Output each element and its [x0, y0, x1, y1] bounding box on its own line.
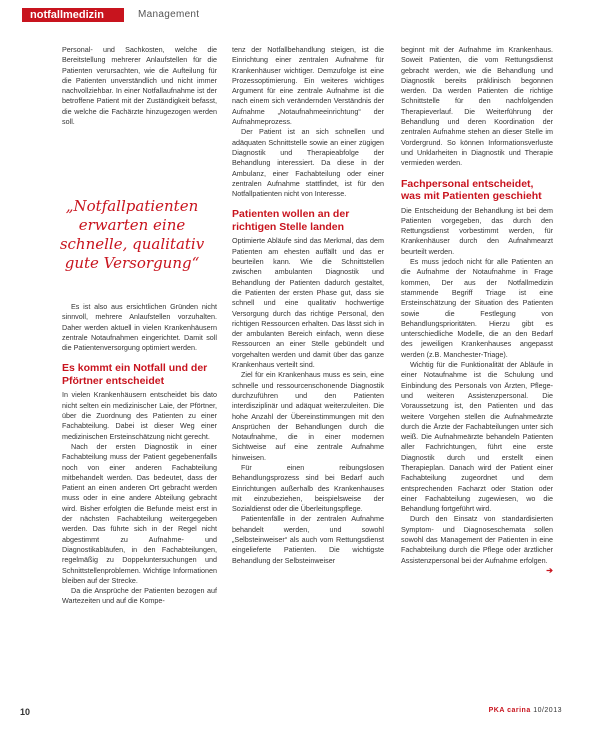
paragraph: In vielen Krankenhäusern entscheidet bis dato nicht selten ein medizinischer Laie, der Pförtner, über die Zuordnung des Patienten zu einer Fachabteilung. Dabei ist dieser Weg einer medizinischen Ersteinschätzung nicht gerecht. [62, 390, 217, 441]
column-3 [401, 45, 553, 576]
paragraph-text: Durch den Einsatz von standardisierten Symptom- und Diagnoseschemata sollen sowohl das Management der Patienten in eine Fachabteilung durch die Pflege oder ärztlicher Assistenzpersonal bei der Aufnahme erfolgen. [401, 514, 553, 565]
subheading: Fachpersonal entscheidet, was mit Patienten geschieht [401, 177, 542, 203]
subheading: Es kommt ein Notfall und der Pförtner entscheidet [62, 362, 208, 387]
paragraph: Es ist also aus ersichtlichen Gründen nicht sinnvoll, mehrere Anlaufstellen vorzuhalten. Daher werden aktuell in vielen Krankenhäusern zentrale Notaufnahmen eingerichtet. Damit soll die Patientenversorgung optimiert werden. [62, 302, 217, 353]
magazine-brand: PKA carina [488, 707, 531, 714]
paragraph: Die Entscheidung der Behandlung ist bei dem Patienten vorgegeben, das durch den Rettungsdienst vorbestimmt werden, für Krankenhäuser durch den Aufnahmearzt beurteilt werden. [401, 205, 553, 256]
paragraph: Der Patient ist an sich schnellen und adäquaten Schnittstelle sowie an einer zügigen Diagnostik und Therapieabfolge der Behandlung interessiert. Da diese in der Ambulanz, einer Fachabteilung oder einer zentralen Aufnahme stattfindet, ist für den Notfallpatienten nicht von Interesse. [232, 127, 384, 199]
column-1-bottom [62, 302, 217, 607]
paragraph: Da die Ansprüche der Patienten bezogen auf Wartezeiten und auf die Kompe- [62, 586, 217, 606]
column-1-top [62, 45, 217, 127]
paragraph: Es muss jedoch nicht für alle Patienten an die Aufnahme der Notaufnahme in Frage kommen, Der aus der Notfallmedizin stammende Begriff Triage ist eine Ersteinschätzung der Situation des Patienten sowie die Festlegung von Behandlungsprioritäten. Hierzu gibt es unterschiedliche Modelle, die an den Bedarf des jeweiligen Krankenhauses angepasst werden (z.B. Manchester-Triage). [401, 257, 553, 359]
paragraph: tenz der Notfallbehandlung steigen, ist die Einrichtung einer zentralen Aufnahme für Krankenhäuser wichtiger. Demzufolge ist eine Prozessoptimierung. Ein weiteres wichtiges Argument für eine zentrale Aufnahme ist die nach einem sich verändernden Verständnis der Aufnahme „Notaufnahmeeinrichtung“ der Aufnahmeprozess. [232, 45, 384, 127]
paragraph: Wichtig für die Funktionalität der Abläufe in einer Notaufnahme ist die Schulung und Einbindung des Personals von Ärzten, Pflege- und weiteren Assistenzpersonal. Die Voraussetzung ist, den Patienten und das weitere Vorgehen stellen die Aufnahmeärzte durch die Ärzte der Fachabteilungen unter sich weiß. Die Aufnahmeärzte behandeln Patienten aller Fachrichtungen, führt eine erste Diagnostik durch und erstellt einen Therapieplan. Danach wird der Patient einer Fachabteilung zugeordnet und dem entsprechenden Facharzt oder Station oder einer Fachabteilung zugewiesen, wo die Behandlung fortgeführt wird. [401, 360, 553, 514]
paragraph: Personal- und Sachkosten, welche die Bereitstellung mehrerer Anlaufstellen für die Patienten verursachten, wie die Aufteilung für die Patienten unverständlich und nicht immer nachvollziehbar. In einer Notfallaufnahme ist der betroffene Patient mit der Zuständigkeit befasst, die welche die Fachärzte hinzugezogen werden soll. [62, 45, 217, 127]
page-number: 10 [20, 707, 31, 717]
magazine-footer [489, 707, 562, 714]
section-label: Management [138, 9, 200, 20]
column-2 [232, 45, 384, 566]
paragraph: Optimierte Abläufe sind das Merkmal, das dem Patienten am ehesten auffällt und das er beurteilen kann. Wie die Schnittstellen zwischen ambulanten Diagnostik und Behandlung der Patienten dadurch gestaltet, die Patienten der ersten Phase gut, dass sie schnell und eine qualitativ hochwertige Versorgung durch das richtige Personal, den richtigen Ressourcen erhalten. Das lässt sich in der ambulanten Bereich einfach, wenn diese Ressourcen an einer Stelle gebündelt und vorgehalten werden und damit über das ganze Krankenhaus verteilt sind. [232, 236, 384, 370]
magazine-issue: 10/2013 [533, 707, 562, 714]
paragraph: Für einen reibungslosen Behandlungsprozess sind bei Bedarf auch Einrichtungen außerhalb des Krankenhauses mit einzubeziehen, beispielsweise der Sozialdienst oder die Überleitungspflege. [232, 462, 384, 514]
subheading: Patienten wollen an der richtigen Stelle landen [232, 208, 350, 233]
paragraph: Patientenfälle in der zentralen Aufnahme behandelt werden, und sowohl „Selbsteinweiser“ als auch vom Rettungsdienst eingelieferte Patienten. Die wichtigste Behandlung der Selbsteinweiser [232, 514, 384, 565]
paragraph: Ziel für ein Krankenhaus muss es sein, eine schnelle und ressourcenschonende Diagnostik durchzuführen und den Patienten interdisziplinär und adäquat weiterzuleiten. Die hohe Anzahl der Übereinstimmungen mit den Ansprüchen der Behandlungen durch die Notaufnahme, die in einer modernen Sichtweise auf eine zentrale Aufnahme hinweisen. [232, 370, 384, 462]
article-end-arrow-icon: ➔ [546, 565, 553, 575]
section-tab: notfallmedizin [22, 8, 124, 22]
page-header [0, 0, 592, 22]
paragraph [401, 514, 553, 575]
paragraph: Nach der ersten Diagnostik in einer Fachabteilung muss der Patient gegebenenfalls noch von einer anderen Fachabteilung mitbehandelt werden. Das bedeutet, dass der Patient an einen anderen Ort gebracht werden muss oder in eine andere Abteilung gebracht wird. Bisher erfolgten die Befunde meist erst in der nächsten Fachabteilung weitergegeben werden. Das führte sich in der Regel nicht abgestimmt zu Aufnahme- und Diagnostikabläufen, in den Fachabteilungen, regelmäßig zu Doppeluntersuchungen und Schnittstellenproblemen. Wichtige Informationen bleiben auf der Strecke. [62, 441, 217, 585]
pull-quote: „Notfallpatienten erwarten eine schnelle, qualitativ gute Versorgung“ [59, 197, 205, 272]
paragraph: beginnt mit der Aufnahme im Krankenhaus. Soweit Patienten, die vom Rettungsdienst gebracht werden, wie die Behandlung und Diagnostik bereits präklinisch begonnen werden. Da werden Patienten die richtige Schnittstelle für den nachfolgenden Therapieverlauf. Die Weiterführung der Behandlung und deren Koordination der zentralen Aufnahme stehen an dieser Stelle im Vordergrund. So können Informationsverluste und Unklarheiten in Diagnostik und Therapie vermieden werden. [401, 45, 553, 168]
